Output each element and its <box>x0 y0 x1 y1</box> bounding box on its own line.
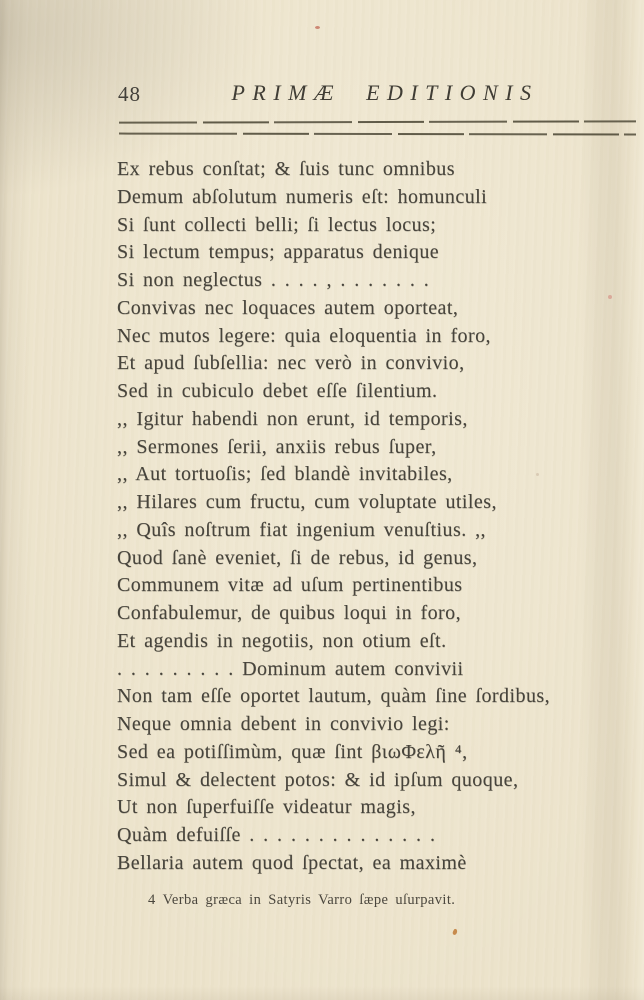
poem-line: Si ſunt collecti belli; ſi lectus locus; <box>117 213 437 236</box>
poem-line: Convivas nec loquaces autem oporteat, <box>117 296 459 319</box>
paper-speck <box>608 295 612 299</box>
poem-line: Quàm defuiſſe . . . . . . . . . . . . . . <box>117 824 436 846</box>
poem-line: Simul & delectent potos: & id ipſum quoque, <box>117 768 519 791</box>
poem-line: Demum abſolutum numeris eſt: homunculi <box>117 185 488 208</box>
poem-lines <box>117 156 642 878</box>
poem-line: Et apud ſubſellia: nec verò in convivio, <box>117 352 465 375</box>
poem-line: . . . . . . . . . Dominum autem convivii <box>117 657 464 680</box>
footnote <box>148 892 455 909</box>
footnote-marker: 4 <box>148 892 156 908</box>
footnote-text: Verba græca in Satyris Varro ſæpe uſurpavit. <box>162 892 456 908</box>
poem-line: ,, Igitur habendi non erunt, id temporis, <box>117 407 468 430</box>
poem-line: Si non neglectus . . . . , . . . . . . . <box>117 269 430 291</box>
poem-line: Communem vitæ ad uſum pertinentibus <box>117 574 463 597</box>
poem-line: Sed ea potiſſimùm, quæ ſint βιωΦελῆ ⁴, <box>117 740 468 763</box>
poem-line: Nec mutos legere: quia eloquentia in foro, <box>117 324 492 347</box>
poem-line: Neque omnia debent in convivio legi: <box>117 713 450 735</box>
page-number: 48 <box>118 82 141 106</box>
poem-line: Quod ſanè eveniet, ſi de rebus, id genus, <box>117 546 478 569</box>
poem-line: ,, Hilares cum fructu, cum voluptate utiles, <box>117 491 497 513</box>
poem-line: Confabulemur, de quibus loqui in foro, <box>117 602 462 624</box>
header-rule-top <box>119 120 636 123</box>
paper-speck <box>315 26 320 29</box>
paper-speck <box>536 473 539 476</box>
poem-line: Bellaria autem quod ſpectat, ea maximè <box>117 851 467 874</box>
running-title: PRIMÆ EDITIONIS <box>231 80 539 105</box>
header-rule-bottom <box>119 133 636 136</box>
poem-line: Et agendis in negotiis, non otium eſt. <box>117 629 447 652</box>
poem-line: Non tam eſſe oportet lautum, quàm ſine ſordibus, <box>117 685 551 708</box>
paper-speck <box>452 928 458 935</box>
poem-line: Sed in cubiculo debet eſſe ſilentium. <box>117 380 438 402</box>
poem-line: Ex rebus conſtat; & ſuis tunc omnibus <box>117 158 455 180</box>
poem-line: ,, Quîs noſtrum fiat ingenium venuſtius. ,, <box>117 518 486 541</box>
poem-line: Ut non ſuperfuiſſe videatur magis, <box>117 796 416 819</box>
poem-line: Si lectum tempus; apparatus denique <box>117 241 440 264</box>
poem-line: ,, Aut tortuoſis; ſed blandè invitabiles, <box>117 463 453 486</box>
poem-line: ,, Sermones ſerii, anxiis rebus ſuper, <box>117 435 437 458</box>
